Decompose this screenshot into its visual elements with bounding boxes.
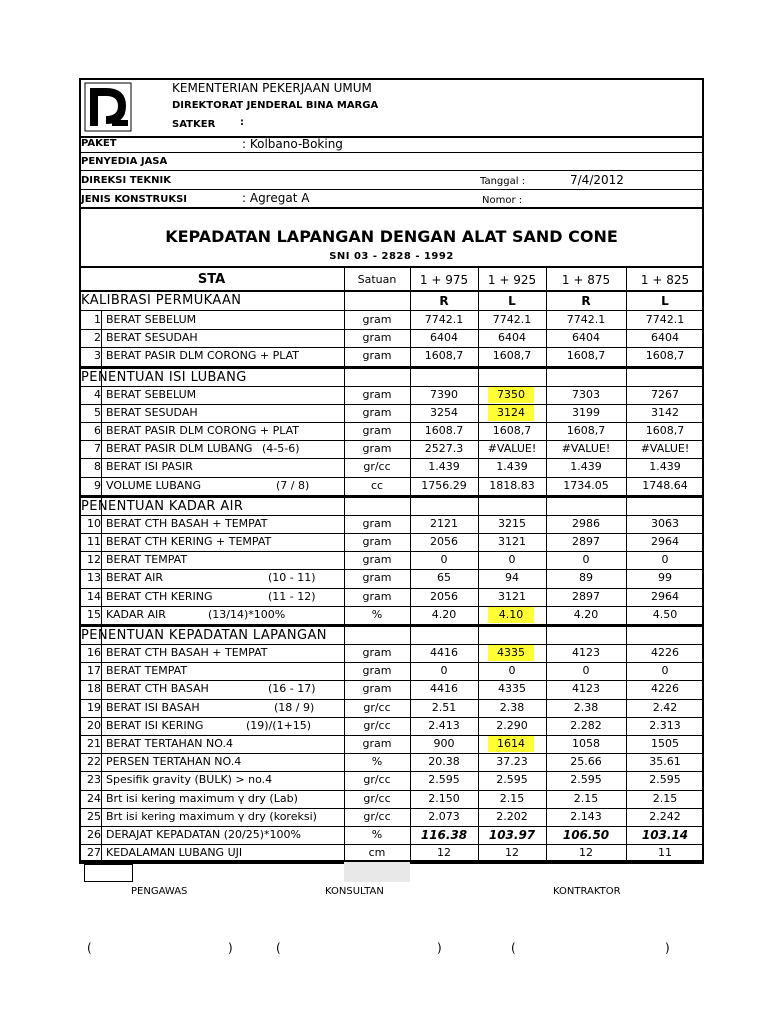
row-number: 18 [87,682,101,696]
row-unit: % [371,755,383,769]
row-unit: gram [362,313,392,326]
row-number: 20 [87,718,101,732]
row-item: BERAT SESUDAH [106,405,198,419]
row-unit: gr/cc [363,791,391,805]
row-value: 900 [433,737,455,750]
row-item: BERAT ISI KERING [106,718,204,732]
row-formula: (19)/(1+15) [246,718,312,732]
signature-close-kontraktor: ) [665,941,670,955]
row-value: 3124 [488,405,534,421]
row-value: 11 [658,846,672,860]
row-number: 7 [94,442,101,456]
row-formula: (16 - 17) [268,682,316,696]
row-value: 2.595 [649,773,681,787]
satker-value: : [240,117,244,128]
pengawas-label: PENGAWAS [131,886,188,897]
row-number: 5 [94,405,101,419]
row-number: 16 [87,646,101,659]
row-value: 37.23 [496,755,528,769]
divider [79,189,704,190]
row-unit: gr/cc [363,773,391,787]
directorate-name: DIREKTORAT JENDERAL BINA MARGA [172,100,379,111]
row-value: 1.439 [649,460,681,474]
row-value: 1748.64 [642,478,688,492]
row-item: BERAT SESUDAH [106,331,198,345]
row-value: 0 [661,664,669,678]
row-value: 1608.7 [424,424,464,437]
pu-logo-icon [84,82,132,132]
divider [79,136,704,138]
row-value: 7742.1 [492,313,532,326]
row-unit: gram [362,589,392,603]
row-value: 1608,7 [566,424,606,437]
row-value: 65 [437,571,451,585]
row-value: 4226 [651,646,679,659]
row-item: DERAJAT KEPADATAN (20/25)*100% [106,828,301,841]
column-divider [101,311,102,862]
row-item: BERAT SEBELUM [106,387,197,401]
row-value: 2964 [651,535,679,548]
station-header-2: 1 + 925 [487,273,537,287]
konsultan-label: KONSULTAN [325,886,384,897]
row-value: 6404 [572,331,600,345]
row-value: 35.61 [649,755,681,769]
row-number: 19 [87,700,101,714]
row-formula: (10 - 11) [268,571,316,585]
paket-value: : Kolbano-Boking [242,137,343,151]
row-unit: gram [362,646,392,659]
row-value: 3199 [572,405,600,419]
row-value: 2056 [430,589,458,603]
row-number: 15 [87,607,101,621]
row-item: BERAT CTH KERING + TEMPAT [106,535,272,548]
row-value: 1608,7 [645,424,685,437]
row-number: 24 [87,791,101,805]
row-value: 2964 [651,589,679,603]
row-number: 4 [94,387,101,401]
row-value: 1608,7 [566,349,606,363]
row-unit: gram [362,349,392,363]
row-divider [79,496,704,498]
sta-header: STA [197,272,226,287]
row-number: 6 [94,424,101,437]
row-number: 23 [87,773,101,787]
row-number: 1 [94,313,101,326]
row-value: 7267 [651,387,679,401]
side-label-2: L [508,294,516,308]
row-unit: gr/cc [363,809,391,823]
row-value: 20.38 [428,755,460,769]
row-value: 2.242 [649,809,681,823]
row-number: 17 [87,664,101,678]
divider [79,207,704,209]
row-item: KADAR AIR [106,607,166,621]
jenis-label: JENIS KONSTRUKSI [81,194,188,205]
row-value: 2.290 [496,718,528,732]
row-number: 10 [87,516,101,530]
row-item: Spesifik gravity (BULK) > no.4 [106,773,273,787]
row-value: 2.202 [496,809,528,823]
row-number: 14 [87,589,101,603]
row-item: BERAT TEMPAT [106,664,188,678]
row-unit: gram [362,516,392,530]
row-value: 2.595 [496,773,528,787]
row-value: 0 [440,553,448,567]
row-value: 4226 [651,682,679,696]
row-item: PERSEN TERTAHAN NO.4 [106,755,242,769]
row-unit: gram [362,571,392,585]
shaded-cell [344,862,410,882]
signature-close-pengawas: ) [228,941,233,955]
row-value: 2.38 [573,700,599,714]
row-value: 3254 [430,405,458,419]
row-unit: gram [362,664,392,678]
row-value: 2.51 [431,700,457,714]
row-unit: gr/cc [363,460,391,474]
row-item: KEDALAMAN LUBANG UJI [106,846,243,860]
row-value: 6404 [651,331,679,345]
row-unit: cm [368,846,386,860]
row-value: 2986 [572,516,600,530]
row-value: 3142 [651,405,679,419]
signature-open-pengawas: ( [87,941,92,955]
row-value: 12 [437,846,451,860]
row-item: BERAT PASIR DLM CORONG + PLAT [106,424,299,437]
row-value: 7303 [572,387,600,401]
row-item: BERAT SEBELUM [106,313,197,326]
row-unit: % [371,607,383,621]
section-isi-lubang: PENENTUAN ISI LUBANG [81,369,247,385]
row-number: 9 [94,478,101,492]
row-unit: gram [362,535,392,548]
section-kepadatan: PENENTUAN KEPADATAN LAPANGAN [81,628,327,643]
row-value: 0 [508,553,516,567]
row-value: 7350 [488,387,534,403]
row-value: 0 [508,664,516,678]
jenis-value: : Agregat A [242,191,310,205]
row-value: 3121 [498,589,526,603]
row-value: #VALUE! [487,442,537,456]
row-value: 4.20 [573,607,599,621]
row-value: 116.38 [420,828,468,842]
row-value: 2.15 [652,791,678,805]
row-value: 99 [658,571,672,585]
row-value: 1505 [651,737,679,750]
row-value: 1.439 [496,460,528,474]
column-divider [478,268,479,862]
side-label-4: L [661,294,669,308]
row-value: 0 [440,664,448,678]
row-divider [79,367,704,369]
row-value: 12 [579,846,593,860]
direksi-label: DIREKSI TEKNIK [81,175,171,186]
row-value: 4416 [430,682,458,696]
row-item: BERAT ISI BASAH [106,700,200,714]
row-value: 3215 [498,516,526,530]
row-value: 2.143 [570,809,602,823]
row-formula: (7 / 8) [276,478,310,492]
section-kalibrasi: KALIBRASI PERMUKAAN [81,293,242,308]
row-value: 7742.1 [424,313,464,326]
row-value: 1058 [572,737,600,750]
signature-close-konsultan: ) [437,941,442,955]
row-value: 4335 [488,645,534,661]
row-value: 106.50 [562,828,610,842]
row-formula: (4-5-6) [262,442,300,456]
ministry-name: KEMENTERIAN PEKERJAAN UMUM [172,81,372,95]
row-value: 2897 [572,535,600,548]
row-value: 12 [505,846,519,860]
row-value: 2527.3 [424,442,464,456]
row-unit: gram [362,387,392,401]
row-number: 26 [87,828,101,841]
signature-open-kontraktor: ( [511,941,516,955]
row-unit: gram [362,553,392,567]
row-value: 7742.1 [645,313,685,326]
row-value: 3121 [498,535,526,548]
row-value: 2056 [430,535,458,548]
row-item: BERAT ISI PASIR [106,460,193,474]
satker-label: SATKER [172,119,216,130]
row-formula: (18 / 9) [274,700,315,714]
row-number: 21 [87,737,101,750]
row-formula: (11 - 12) [268,589,316,603]
side-label-3: R [581,294,591,308]
row-value: 2.150 [428,791,460,805]
row-item: BERAT AIR [106,571,163,585]
row-unit: gram [362,424,392,437]
row-value: 1608,7 [645,349,685,363]
row-value: 1614 [488,736,534,752]
row-value: 6404 [430,331,458,345]
paket-label: PAKET [81,138,117,149]
row-item: BERAT TEMPAT [106,553,188,567]
divider [79,266,704,268]
row-value: 2.073 [428,809,460,823]
row-value: 1.439 [428,460,460,474]
row-value: 1608,7 [424,349,464,363]
row-value: 7390 [430,387,458,401]
column-divider [626,268,627,862]
row-value: 4123 [572,682,600,696]
side-label-1: R [439,294,449,308]
row-value: 89 [579,571,593,585]
row-value: 0 [582,664,590,678]
row-number: 12 [87,553,101,567]
page-title: KEPADATAN LAPANGAN DENGAN ALAT SAND CONE [165,227,618,246]
row-value: 2897 [572,589,600,603]
row-value: 94 [505,571,519,585]
row-value: 2.282 [570,718,602,732]
row-item: BERAT PASIR DLM LUBANG [106,442,253,456]
row-item: Brt isi kering maximum γ dry (Lab) [106,791,298,805]
row-value: 1.439 [570,460,602,474]
row-number: 22 [87,755,101,769]
kontraktor-label: KONTRAKTOR [553,886,621,897]
row-value: 1608,7 [492,424,532,437]
row-number: 2 [94,331,101,345]
satuan-header: Satuan [357,273,397,286]
divider [79,170,704,171]
row-unit: cc [370,478,384,492]
row-value: 4.20 [431,607,457,621]
column-divider [410,268,411,862]
row-value: 2.38 [499,700,525,714]
row-formula: (13/14)*100% [208,607,286,621]
divider [79,152,704,153]
row-item: BERAT CTH KERING [106,589,213,603]
row-value: 2.313 [649,718,681,732]
row-value: 1734.05 [563,478,609,492]
standard-reference: SNI 03 - 2828 - 1992 [329,251,454,262]
row-number: 8 [94,460,101,474]
row-value: 4335 [498,682,526,696]
station-header-4: 1 + 825 [640,273,690,287]
row-value: 4416 [430,646,458,659]
row-unit: gram [362,331,392,345]
penyedia-label: PENYEDIA JASA [81,156,168,167]
row-value: 2.15 [499,791,525,805]
row-value: 1608,7 [492,349,532,363]
row-value: 0 [582,553,590,567]
row-item: BERAT CTH BASAH + TEMPAT [106,646,268,659]
nomor-label: Nomor : [482,195,523,206]
row-value: 4123 [572,646,600,659]
row-number: 3 [94,349,101,363]
row-value: 2121 [430,516,458,530]
row-value: 7742.1 [566,313,606,326]
row-number: 13 [87,571,101,585]
empty-cell [84,864,133,882]
row-item: BERAT CTH BASAH [106,682,209,696]
row-value: 0 [661,553,669,567]
row-unit: % [371,828,383,841]
row-number: 25 [87,809,101,823]
row-value: 3063 [651,516,679,530]
row-value: 2.42 [652,700,678,714]
tanggal-value: 7/4/2012 [570,173,624,187]
row-item: Brt isi kering maximum γ dry (koreksi) [106,809,317,823]
row-value: 4.50 [652,607,678,621]
station-header-1: 1 + 975 [419,273,469,287]
row-unit: gram [362,737,392,750]
tanggal-label: Tanggal : [480,176,526,187]
row-unit: gr/cc [363,700,391,714]
row-value: 2.15 [573,791,599,805]
station-header-3: 1 + 875 [561,273,611,287]
row-number: 11 [87,535,101,548]
row-value: #VALUE! [561,442,611,456]
row-item: BERAT CTH BASAH + TEMPAT [106,516,268,530]
row-value: 4.10 [488,607,534,623]
row-item: BERAT TERTAHAN NO.4 [106,737,233,750]
column-divider [344,268,345,862]
row-value: 25.66 [570,755,602,769]
row-value: 2.595 [570,773,602,787]
row-unit: gr/cc [363,718,391,732]
row-value: 103.97 [488,828,536,842]
column-divider [546,268,547,862]
row-unit: gram [362,405,392,419]
row-value: 2.413 [428,718,460,732]
row-value: 2.595 [428,773,460,787]
row-value: 1818.83 [489,478,535,492]
row-divider [79,625,704,627]
row-item: BERAT PASIR DLM CORONG + PLAT [106,349,299,363]
row-value: #VALUE! [640,442,690,456]
row-value: 103.14 [641,828,689,842]
row-item: VOLUME LUBANG [106,478,202,492]
signature-open-konsultan: ( [276,941,281,955]
row-unit: gram [362,442,392,456]
section-kadar-air: PENENTUAN KADAR AIR [81,498,244,514]
row-value: 6404 [498,331,526,345]
row-unit: gram [362,682,392,696]
row-value: 1756.29 [421,478,467,492]
row-number: 27 [87,846,101,860]
